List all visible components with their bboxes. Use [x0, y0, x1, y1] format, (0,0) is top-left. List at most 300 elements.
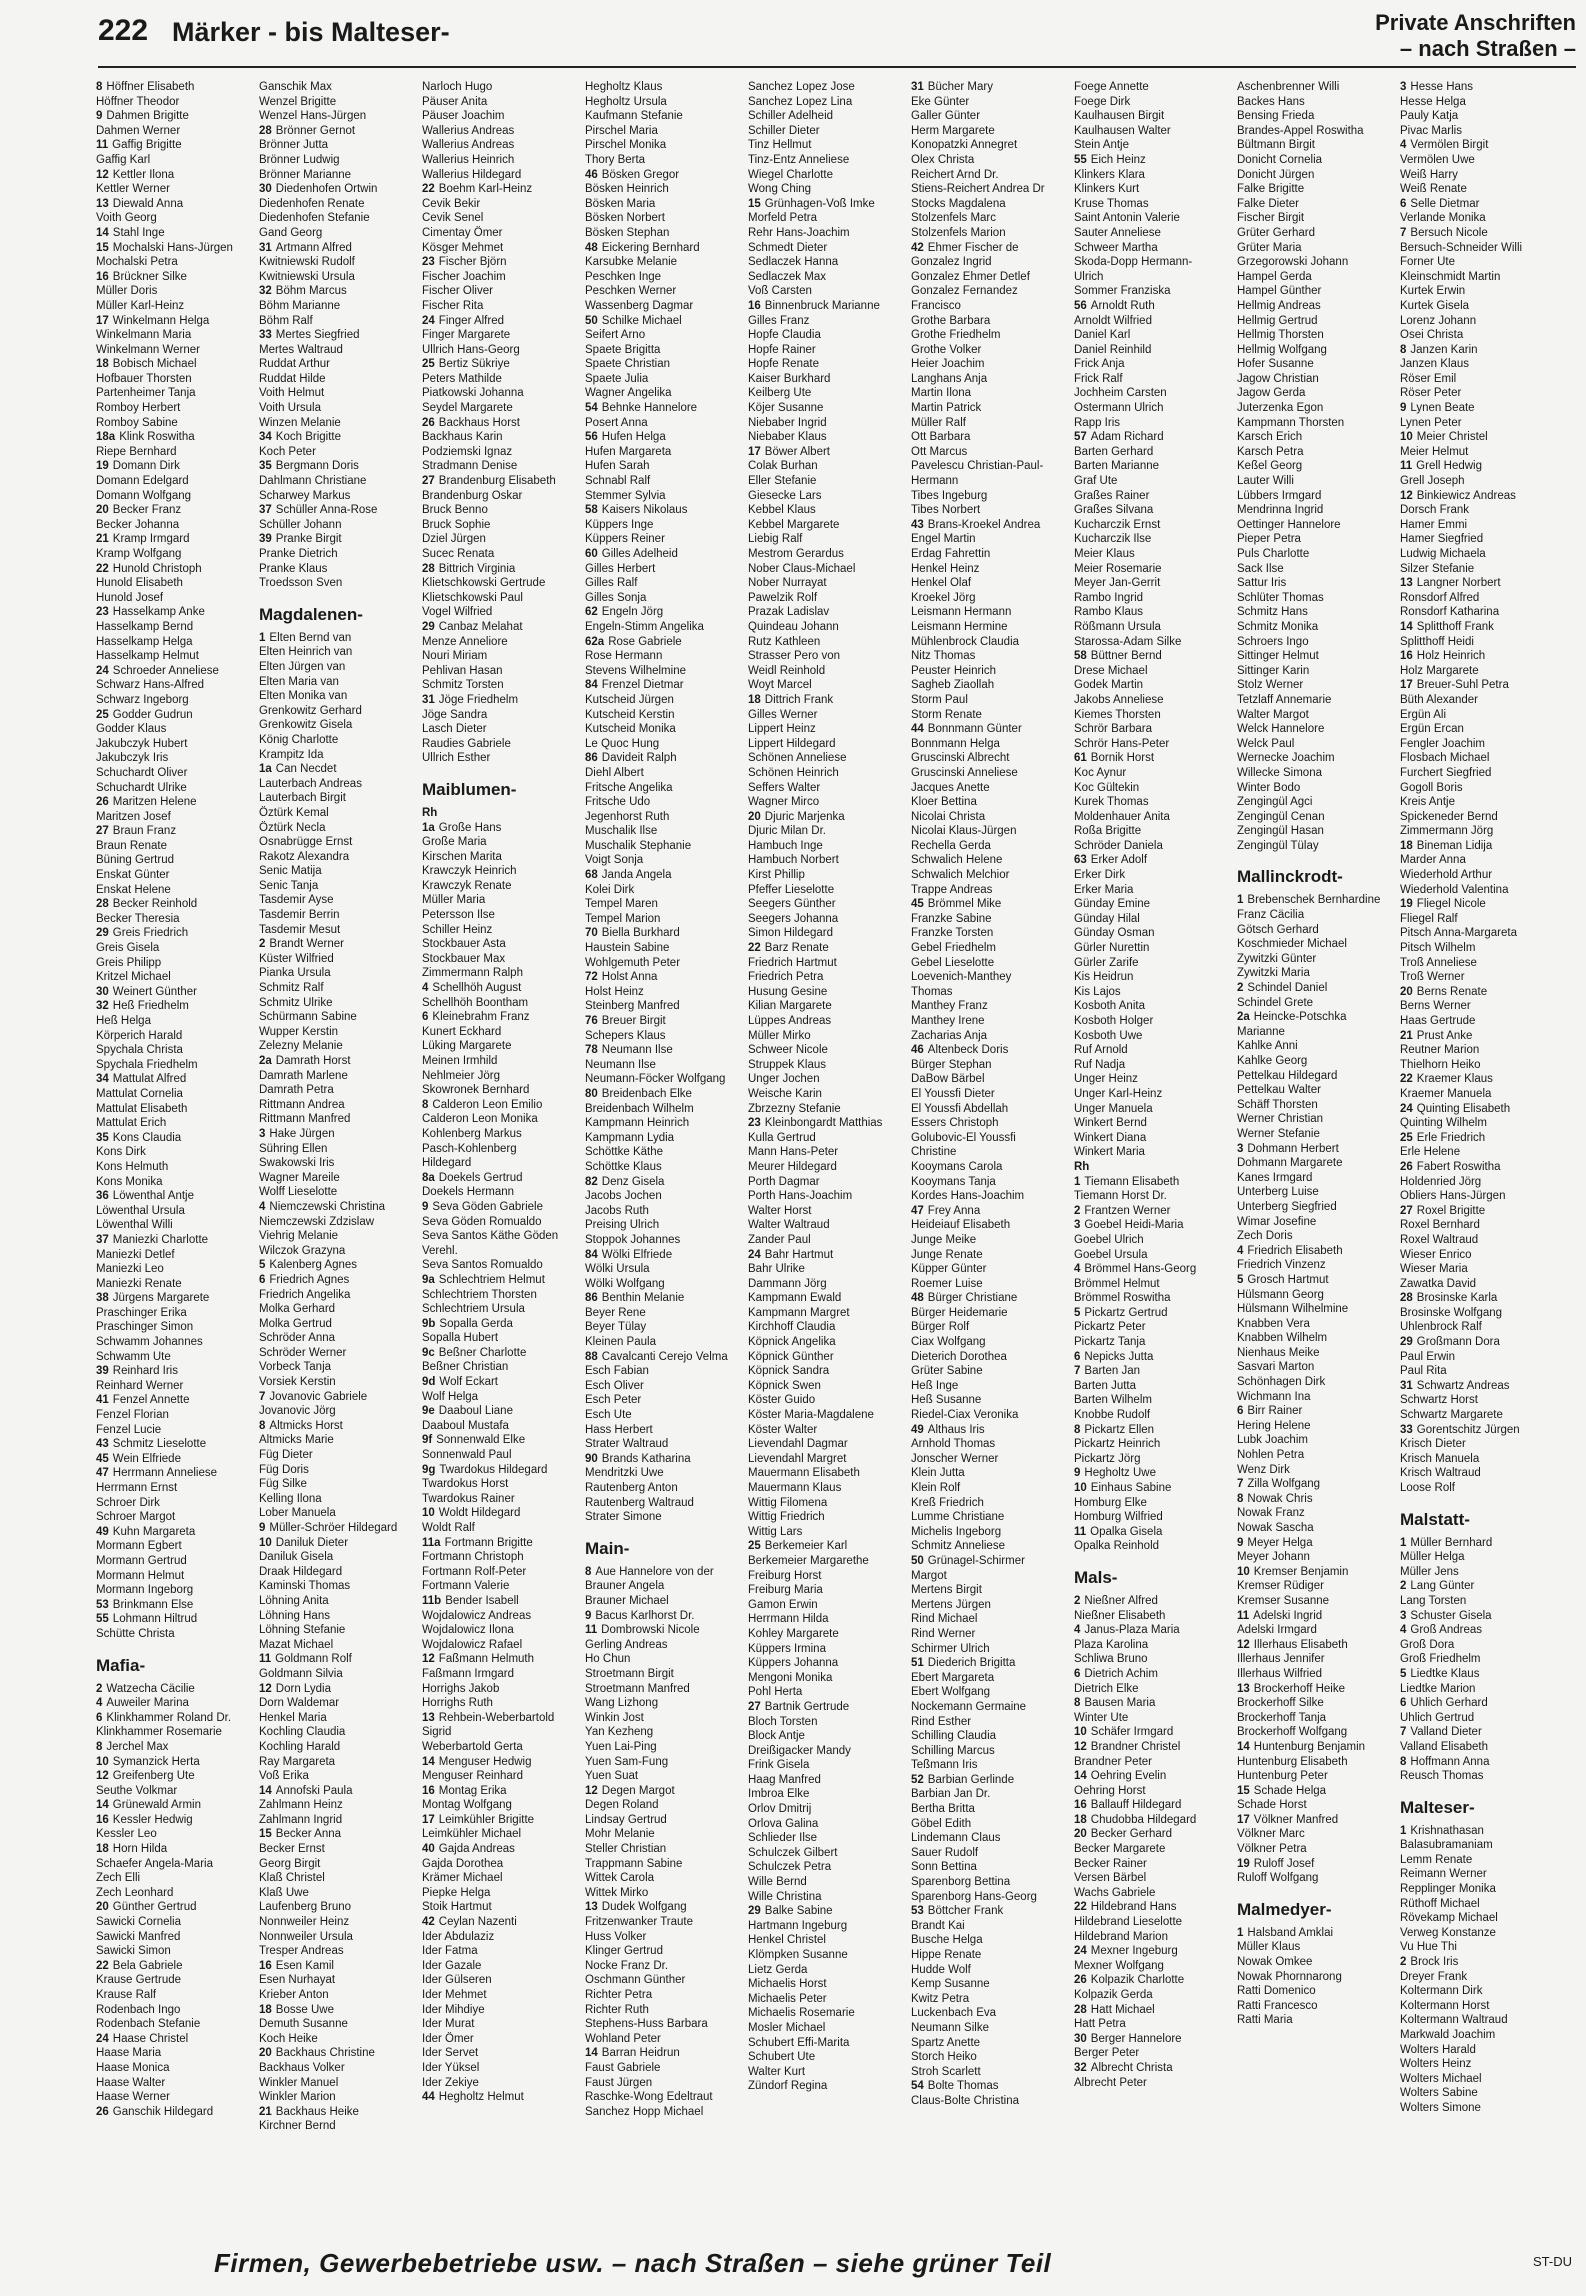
directory-entry: [422, 937, 582, 952]
resident-name: Bersuch Nicole: [1410, 226, 1488, 239]
resident-name: Müller Mirko: [748, 1029, 811, 1042]
directory-entry: [422, 835, 582, 850]
directory-entry: [748, 1700, 908, 1715]
directory-entry: [748, 635, 908, 650]
directory-entry: [748, 255, 908, 270]
house-number: 3: [1074, 1219, 1081, 1232]
directory-entry: [422, 532, 582, 547]
directory-entry: [748, 824, 908, 839]
directory-entry: [259, 675, 419, 690]
directory-entry: [911, 810, 1071, 825]
directory-entry: [422, 591, 582, 606]
directory-entry: [1400, 518, 1560, 533]
resident-name: Meyer Johann: [1237, 1551, 1310, 1564]
directory-entry: [259, 1973, 419, 1988]
resident-name: Montag Wolfgang: [422, 1799, 512, 1812]
house-number: 33: [1400, 1423, 1413, 1436]
directory-entry: [1237, 226, 1397, 241]
resident-name: Gand Georg: [259, 226, 323, 239]
directory-entry: [1074, 182, 1234, 197]
directory-entry: [1074, 386, 1234, 401]
house-number: 24: [1074, 1945, 1087, 1958]
resident-name: Müller Maria: [422, 894, 486, 907]
resident-name: Lippert Hildegard: [748, 737, 836, 750]
directory-entry: [585, 1740, 745, 1755]
resident-name: Kirschen Marita: [422, 850, 502, 863]
directory-entry: [585, 751, 745, 766]
resident-name: Bela Gabriele: [112, 1959, 183, 1972]
resident-name: Boehm Karl-Heinz: [438, 183, 533, 196]
directory-entry: [1074, 1014, 1234, 1029]
resident-name: Brandenburg Elisabeth: [438, 475, 556, 488]
directory-entry: [748, 693, 908, 708]
resident-name: Faust Jürgen: [585, 2076, 653, 2089]
directory-entry: [422, 1492, 582, 1507]
directory-entry: [96, 153, 256, 168]
directory-entry: [1074, 620, 1234, 635]
directory-entry: [748, 1350, 908, 1365]
directory-entry: [1400, 314, 1560, 329]
resident-name: Stocks Magdalena: [911, 197, 1006, 210]
resident-name: Brockerhoff Heike: [1253, 1682, 1345, 1695]
directory-entry: [585, 1930, 745, 1945]
directory-entry: [259, 1536, 419, 1551]
resident-name: Ruddat Arthur: [259, 358, 330, 371]
resident-name: Berns Renate: [1416, 985, 1488, 998]
resident-name: Swakowski Iris: [259, 1157, 335, 1170]
footer-code: ST-DU: [1533, 2254, 1572, 2269]
directory-entry: [911, 1087, 1071, 1102]
resident-name: Sigrid: [422, 1726, 452, 1739]
directory-entry: [585, 109, 745, 124]
resident-name: Kooymans Tanja: [911, 1175, 996, 1188]
house-number: 12: [96, 1770, 109, 1783]
directory-entry: [1237, 1346, 1397, 1361]
resident-name: Quinting Elisabeth: [1416, 1102, 1511, 1115]
resident-name: Woldt Hildegard: [438, 1507, 521, 1520]
directory-entry: [585, 1842, 745, 1857]
directory-entry: [585, 1087, 745, 1102]
directory-entry: [96, 824, 256, 839]
directory-entry: [585, 430, 745, 445]
resident-name: Gonzalez Fernandez: [911, 285, 1018, 298]
resident-name: Schütte Christa: [96, 1627, 175, 1640]
directory-entry: [748, 1919, 908, 1934]
directory-entry: [1237, 284, 1397, 299]
directory-entry: [1237, 708, 1397, 723]
directory-entry: [96, 693, 256, 708]
resident-name: Fenzel Annette: [112, 1394, 190, 1407]
resident-name: Vu Hue Thi: [1400, 1941, 1457, 1954]
directory-entry: [1237, 1682, 1397, 1697]
resident-name: Ullrich Esther: [422, 752, 491, 765]
directory-entry: [911, 1496, 1071, 1511]
directory-entry: [259, 430, 419, 445]
directory-entry: [585, 1131, 745, 1146]
resident-name: Aue Hannelore von der: [595, 1565, 714, 1578]
resident-name: Domann Dirk: [112, 460, 180, 473]
resident-name: Einhaus Sabine: [1090, 1482, 1172, 1494]
directory-entry: [1400, 795, 1560, 810]
directory-entry: [1237, 328, 1397, 343]
directory-entry: [748, 2050, 908, 2065]
directory-entry: [1074, 868, 1234, 883]
resident-name: Artmann Alfred: [275, 241, 352, 254]
directory-entry: [911, 328, 1071, 343]
resident-name: Dahmen Werner: [96, 124, 181, 137]
resident-name: Petersson Ilse: [422, 909, 495, 922]
directory-entry: [96, 1583, 256, 1598]
house-number: 21: [96, 533, 109, 546]
resident-name: Bacus Karlhorst Dr.: [595, 1609, 695, 1622]
directory-entry: [585, 956, 745, 971]
directory-entry: [1074, 693, 1234, 708]
resident-name: Büning Gertrud: [96, 854, 174, 867]
house-number: 27: [748, 1700, 761, 1713]
directory-column: [748, 80, 908, 2230]
resident-name: Enskat Günter: [96, 869, 170, 882]
resident-name: Ebert Wolfgang: [911, 1686, 991, 1699]
directory-entry: [422, 401, 582, 416]
resident-name: Junge Meike: [911, 1233, 977, 1246]
directory-entry: [422, 1536, 582, 1551]
resident-name: Tasdemir Ayse: [259, 894, 334, 907]
resident-name: Lynen Beate: [1410, 402, 1475, 415]
resident-name: Tibes Norbert: [911, 504, 981, 517]
directory-entry: [585, 737, 745, 752]
directory-entry: [748, 1102, 908, 1117]
resident-name: Nießner Alfred: [1084, 1594, 1158, 1607]
resident-name: Wolff Lieselotte: [259, 1186, 338, 1199]
resident-name: Krämer Michael: [422, 1872, 503, 1885]
directory-entry: [422, 635, 582, 650]
directory-entry: [911, 824, 1071, 839]
directory-entry: [259, 864, 419, 879]
resident-name: Schürmann Sabine: [259, 1011, 357, 1024]
directory-entry: [748, 416, 908, 431]
directory-entry: [1400, 1755, 1560, 1770]
resident-name: Koch Brigitte: [275, 431, 341, 444]
resident-name: Seydel Margarete: [422, 402, 513, 415]
resident-name: Pickartz Jörg: [1074, 1452, 1141, 1465]
directory-entry: [748, 386, 908, 401]
resident-name: Hufen Sarah: [585, 460, 650, 473]
directory-entry: [259, 459, 419, 474]
resident-name: Hopfe Claudia: [748, 329, 821, 342]
directory-entry: [585, 1423, 745, 1438]
directory-entry: [96, 1813, 256, 1828]
resident-name: Ider Mihdiye: [422, 2003, 485, 2016]
directory-entry: [1237, 1857, 1397, 1872]
directory-entry: [1237, 1025, 1397, 1040]
directory-entry: [1237, 839, 1397, 854]
resident-name: Barz Renate: [764, 942, 829, 955]
directory-entry: [96, 138, 256, 153]
resident-name: Fischer Joachim: [422, 270, 506, 283]
house-number: 6: [1400, 197, 1407, 210]
resident-name: Winkelmann Maria: [96, 329, 192, 342]
resident-name: Francisco: [911, 299, 961, 312]
resident-name: Starossa-Adam Silke: [1074, 635, 1182, 648]
directory-entry: [259, 1915, 419, 1930]
house-number: 20: [259, 2047, 272, 2060]
resident-name: Hildebrand Lieselotte: [1074, 1916, 1183, 1929]
street-heading: Malmedyer-: [1237, 1899, 1332, 1919]
directory-entry: [748, 1802, 908, 1817]
resident-name: Knabben Wilhelm: [1237, 1332, 1328, 1345]
directory-entry: [748, 138, 908, 153]
house-number: 20: [96, 504, 109, 517]
resident-name: Steinberg Manfred: [585, 1000, 680, 1013]
resident-name: Diedenhofen Renate: [259, 197, 365, 210]
house-number: 43: [911, 518, 924, 531]
directory-entry: [911, 1131, 1071, 1146]
directory-entry: [1074, 1102, 1234, 1117]
resident-name: Mertes Siegfried: [275, 329, 360, 342]
resident-name: Ratti Domenico: [1237, 1985, 1316, 1998]
directory-entry: [259, 95, 419, 110]
resident-name: Markwald Joachim: [1400, 2029, 1496, 2041]
resident-name: Schlechtriem Thorsten: [422, 1288, 537, 1301]
house-number: 9a: [422, 1273, 435, 1286]
resident-name: Diehl Albert: [585, 766, 644, 779]
resident-name: Mann Hans-Peter: [748, 1146, 839, 1159]
house-number: 72: [585, 971, 598, 984]
house-number: 37: [96, 1233, 109, 1246]
resident-name: Greis Gisela: [96, 942, 160, 955]
directory-entry: [422, 1930, 582, 1945]
house-number: 35: [96, 1131, 109, 1144]
directory-entry: [585, 1827, 745, 1842]
directory-entry: [259, 314, 419, 329]
directory-entry: [585, 824, 745, 839]
resident-name: Nowak Franz: [1237, 1507, 1305, 1520]
resident-name: Grüter Gerhard: [1237, 226, 1315, 239]
directory-entry: [1400, 766, 1560, 781]
directory-entry: [1237, 810, 1397, 825]
directory-entry: [911, 416, 1071, 431]
directory-entry: [1400, 1087, 1560, 1102]
directory-entry: [585, 445, 745, 460]
directory-entry: [911, 781, 1071, 796]
resident-name: Kwitz Petra: [911, 1992, 970, 2005]
directory-entry: [911, 2036, 1071, 2051]
resident-name: Liedtke Marion: [1400, 1682, 1476, 1695]
resident-name: Fliegel Ralf: [1400, 912, 1458, 925]
resident-name: Pawelzik Rolf: [748, 591, 818, 604]
house-number: 30: [96, 985, 109, 998]
resident-name: Stolzenfels Marion: [911, 226, 1006, 239]
resident-name: Höffner Elisabeth: [106, 81, 195, 93]
directory-entry: [1400, 489, 1560, 504]
directory-entry: [585, 1160, 745, 1175]
resident-name: Giesecke Lars: [748, 489, 822, 502]
resident-name: Schwartz Andreas: [1416, 1379, 1510, 1392]
resident-name: Strater Waltraud: [585, 1438, 669, 1451]
directory-entry: [1400, 1014, 1560, 1029]
resident-name: Schmitz Torsten: [422, 679, 504, 692]
directory-entry: [748, 1160, 908, 1175]
directory-entry: [748, 1175, 908, 1190]
resident-name: Stockbauer Max: [422, 952, 506, 965]
resident-name: Lippert Heinz: [748, 723, 816, 736]
house-number: 9: [422, 1200, 429, 1213]
resident-name: Schröder Werner: [259, 1346, 347, 1359]
directory-entry: [422, 806, 582, 821]
directory-entry: [911, 1175, 1071, 1190]
resident-name: Kreß Friedrich: [911, 1496, 984, 1509]
house-number: 6: [96, 1711, 103, 1724]
resident-name: Kahlke Georg: [1237, 1055, 1308, 1067]
directory-entry: [259, 270, 419, 285]
directory-entry: [585, 1813, 745, 1828]
directory-entry: [911, 532, 1071, 547]
resident-name: Kampmann Thorsten: [1237, 416, 1345, 429]
directory-entry: [422, 1069, 582, 1084]
house-number: 31: [422, 693, 435, 706]
house-number: 16: [259, 1959, 272, 1972]
house-number: 86: [585, 1292, 598, 1305]
directory-entry: [911, 1598, 1071, 1613]
directory-entry: [259, 791, 419, 806]
resident-name: Richter Petra: [585, 1989, 653, 2001]
resident-name: Hamer Siegfried: [1400, 533, 1484, 546]
resident-name: Ganschik Max: [259, 81, 332, 93]
resident-name: Schröder Anna: [259, 1332, 336, 1345]
directory-entry: [585, 255, 745, 270]
directory-entry: [259, 182, 419, 197]
directory-entry: [585, 678, 745, 693]
directory-entry: [748, 1145, 908, 1160]
resident-name: Büth Alexander: [1400, 693, 1479, 706]
directory-entry: [748, 576, 908, 591]
directory-entry: [259, 1171, 419, 1186]
resident-name: Sedlaczek Max: [748, 270, 826, 283]
directory-entry: [585, 372, 745, 387]
house-number: 24: [748, 1248, 761, 1261]
directory-entry: [911, 1262, 1071, 1277]
directory-entry: [748, 1831, 908, 1846]
directory-entry: [96, 314, 256, 329]
resident-name: Barten Gerhard: [1074, 445, 1154, 458]
resident-name: Gogoll Boris: [1400, 781, 1463, 794]
directory-entry: [96, 1871, 256, 1886]
directory-entry: [1074, 999, 1234, 1014]
resident-name: Bertiz Sükriye: [438, 358, 510, 371]
directory-entry: [585, 386, 745, 401]
resident-name: Altmicks Marie: [259, 1434, 334, 1447]
resident-name: Paul Erwin: [1400, 1350, 1455, 1363]
resident-name: Sanchez Lopez Jose: [748, 81, 855, 93]
directory-entry: [1074, 1930, 1234, 1945]
directory-entry: [96, 270, 256, 285]
resident-name: Brebenschek Bernhardine: [1247, 894, 1381, 907]
house-number: 27: [422, 475, 435, 488]
resident-name: Mormann Gertrud: [96, 1554, 187, 1567]
directory-entry: [1074, 1218, 1234, 1233]
resident-name: Haase Christel: [112, 2032, 189, 2045]
resident-name: Frick Ralf: [1074, 372, 1123, 385]
directory-entry: [1237, 547, 1397, 562]
house-number: 8a: [422, 1171, 435, 1184]
resident-name: Grzegorowski Johann: [1237, 256, 1349, 269]
directory-entry: [748, 1029, 908, 1044]
resident-name: Loose Rolf: [1400, 1482, 1455, 1494]
resident-name: Aschenbrenner Willi: [1237, 81, 1340, 93]
directory-entry: [259, 806, 419, 821]
directory-entry: [1237, 937, 1397, 952]
directory-entry: [911, 1145, 1071, 1160]
resident-name: Wölki Wolfgang: [585, 1277, 665, 1290]
resident-name: Sonnenwald Paul: [422, 1449, 512, 1462]
resident-name: Wieser Enrico: [1400, 1248, 1472, 1261]
directory-entry: [259, 518, 419, 533]
resident-name: Bruck Benno: [422, 504, 488, 517]
house-number: 23: [422, 256, 435, 269]
house-number: 22: [96, 1959, 109, 1972]
directory-entry: [911, 1116, 1071, 1131]
directory-entry: [1237, 489, 1397, 504]
directory-entry: [748, 1306, 908, 1321]
directory-entry: [585, 314, 745, 329]
directory-entry: [422, 1127, 582, 1142]
directory-entry: [422, 138, 582, 153]
resident-name: Ider Gazale: [422, 1959, 482, 1972]
directory-entry: [259, 2003, 419, 2018]
directory-entry: [96, 1569, 256, 1584]
directory-entry: [422, 1375, 582, 1390]
resident-name: Stoppok Johannes: [585, 1233, 681, 1246]
resident-name: Brandenburg Oskar: [422, 489, 523, 502]
directory-entry: [748, 1977, 908, 1992]
directory-entry: [585, 1973, 745, 1988]
house-number: 8: [259, 1419, 266, 1432]
resident-name: Lietz Gerda: [748, 1963, 808, 1976]
resident-name: Lemm Renate: [1400, 1853, 1473, 1866]
resident-name: Friedrich Elisabeth: [1247, 1244, 1343, 1257]
directory-entry: [422, 1857, 582, 1872]
directory-entry: [1400, 1740, 1560, 1755]
directory-entry: [748, 1379, 908, 1394]
resident-name: Wallerius Andreas: [422, 124, 515, 137]
directory-entry: [422, 1039, 582, 1054]
resident-name: Grell Joseph: [1400, 475, 1465, 488]
resident-name: Grünhagen-Voß Imke: [764, 197, 875, 210]
directory-entry: [748, 926, 908, 941]
directory-entry: [422, 1010, 582, 1025]
resident-name: Bornik Horst: [1090, 752, 1155, 765]
resident-name: Janus-Plaza Maria: [1084, 1624, 1180, 1637]
resident-name: Dreißigacker Mandy: [748, 1744, 851, 1757]
resident-name: Müller Klaus: [1237, 1941, 1301, 1954]
directory-entry: [96, 678, 256, 693]
directory-entry: [748, 1904, 908, 1919]
directory-entry: [1400, 1824, 1560, 1839]
resident-name: Ballauff Hildegard: [1090, 1799, 1182, 1812]
directory-entry: [259, 576, 419, 591]
directory-entry: [585, 926, 745, 941]
directory-entry: [1237, 299, 1397, 314]
directory-entry: [1400, 1408, 1560, 1423]
directory-entry: [1400, 1262, 1560, 1277]
house-number: 8: [96, 81, 103, 93]
resident-name: Beßner Christian: [422, 1361, 509, 1374]
directory-entry: [96, 926, 256, 941]
resident-name: Adam Richard: [1090, 431, 1164, 444]
resident-name: Schwarz Hans-Alfred: [96, 679, 205, 692]
house-number: 42: [422, 1916, 435, 1929]
directory-entry: [96, 547, 256, 562]
